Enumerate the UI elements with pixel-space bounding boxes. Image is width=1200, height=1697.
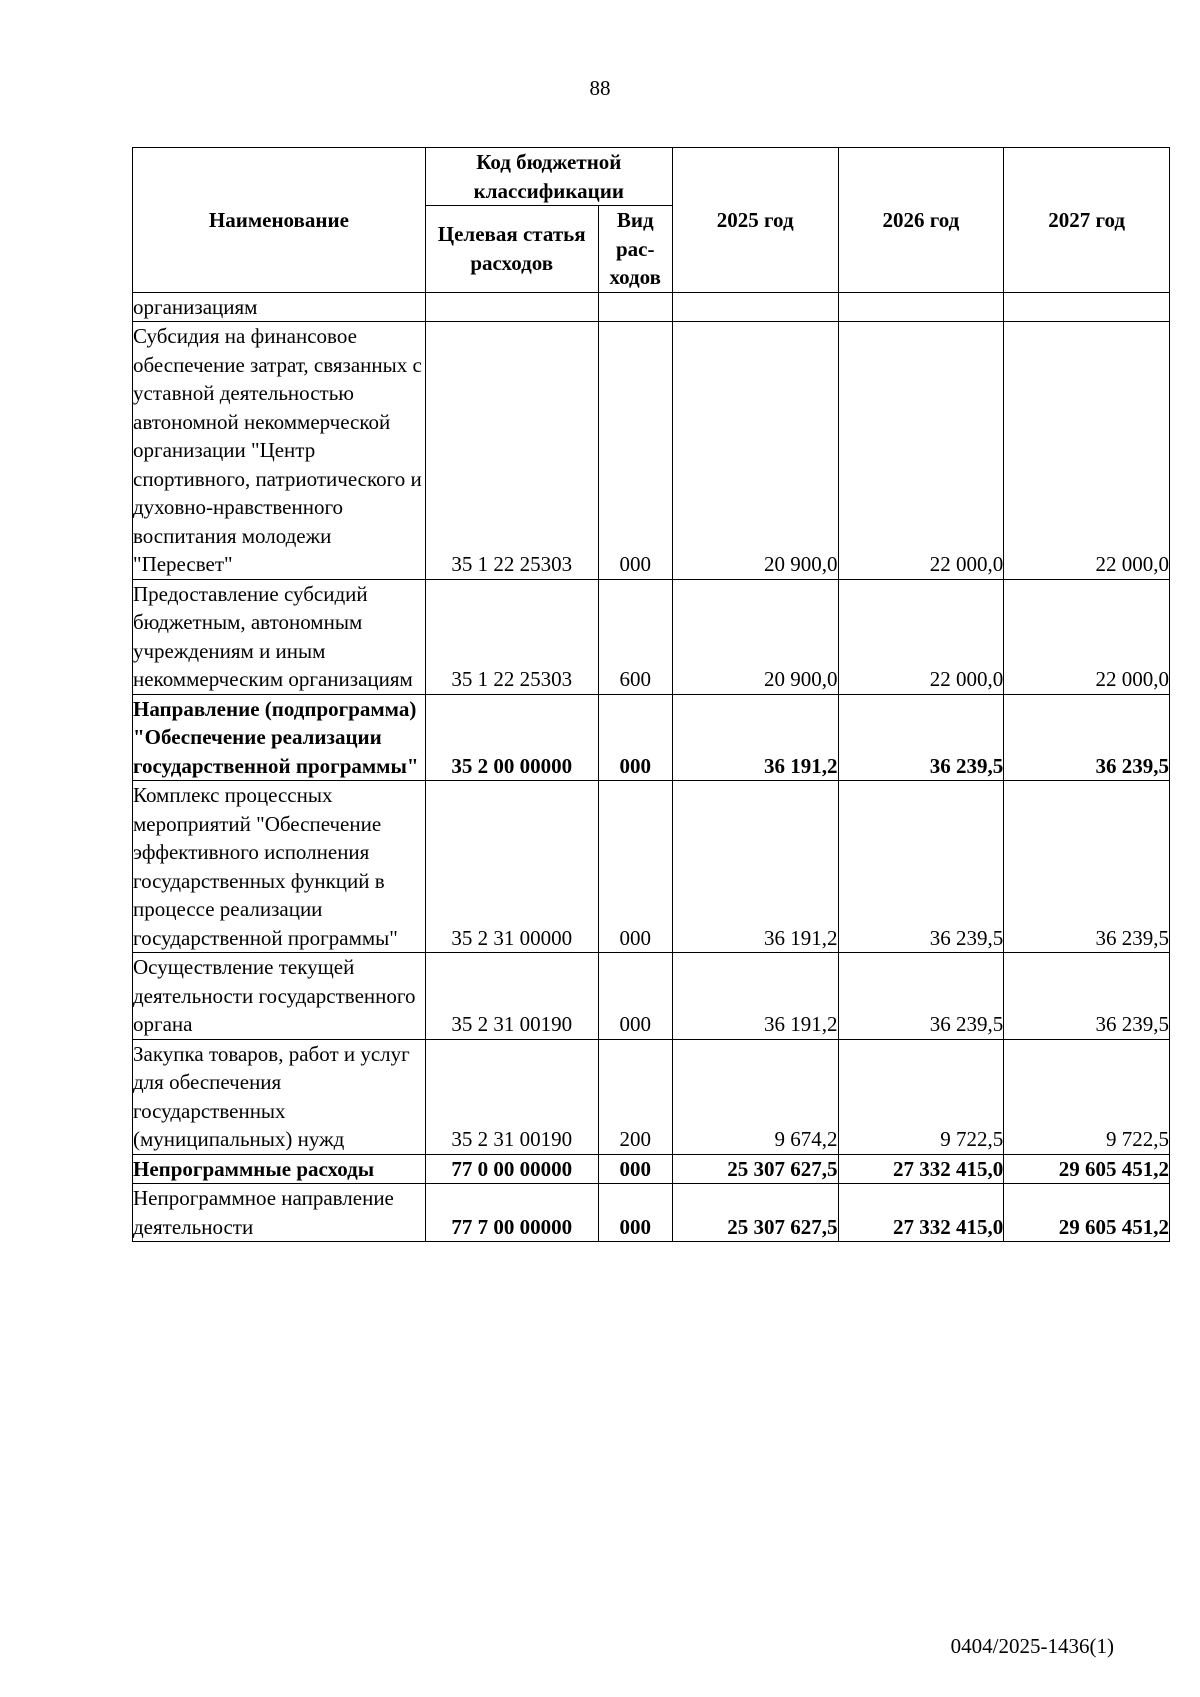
row-expense-type: 000 — [598, 694, 672, 781]
row-name: Предоставление субсидий бюджетным, автономным учреждениям и иным некоммерческим организациям — [133, 579, 426, 694]
header-kbk: Код бюджетной классификации — [425, 148, 672, 206]
row-value-2027: 22 000,0 — [1004, 579, 1170, 694]
row-expense-type: 600 — [598, 579, 672, 694]
row-target-article — [425, 292, 598, 322]
row-name: организациям — [133, 292, 426, 322]
row-value-2026: 36 239,5 — [838, 694, 1004, 781]
row-value-2027: 36 239,5 — [1004, 781, 1170, 953]
row-name: Осуществление текущей деятельности государственного органа — [133, 953, 426, 1040]
row-value-2025: 20 900,0 — [672, 579, 838, 694]
row-value-2025: 9 674,2 — [672, 1039, 838, 1154]
row-target-article: 35 1 22 25303 — [425, 322, 598, 580]
table-row — [133, 1184, 1170, 1242]
row-expense-type: 000 — [598, 1154, 672, 1184]
row-value-2026: 27 332 415,0 — [838, 1154, 1004, 1184]
table-body — [133, 292, 1170, 1242]
table-row — [133, 953, 1170, 1040]
budget-table — [132, 147, 1170, 1242]
header-name: Наименование — [133, 148, 426, 293]
page-number: 88 — [589, 76, 611, 100]
row-value-2025 — [672, 292, 838, 322]
row-value-2027: 22 000,0 — [1004, 322, 1170, 580]
row-target-article: 77 0 00 00000 — [425, 1154, 598, 1184]
row-value-2027: 36 239,5 — [1004, 953, 1170, 1040]
row-value-2027: 9 722,5 — [1004, 1039, 1170, 1154]
row-expense-type — [598, 292, 672, 322]
table-row — [133, 781, 1170, 953]
row-name: Комплекс процессных мероприятий "Обеспечение эффективного исполнения государственных функций в процессе реализации государственной программы" — [133, 781, 426, 953]
row-name: Закупка товаров, работ и услуг для обеспечения государственных (муниципальных) нужд — [133, 1039, 426, 1154]
row-value-2025: 36 191,2 — [672, 953, 838, 1040]
header-2027: 2027 год — [1004, 148, 1170, 293]
row-target-article: 35 2 00 00000 — [425, 694, 598, 781]
row-expense-type: 000 — [598, 781, 672, 953]
row-target-article: 35 2 31 00190 — [425, 1039, 598, 1154]
row-value-2027: 29 605 451,2 — [1004, 1184, 1170, 1242]
row-value-2026 — [838, 292, 1004, 322]
row-expense-type: 000 — [598, 322, 672, 580]
row-value-2026: 9 722,5 — [838, 1039, 1004, 1154]
row-value-2027: 29 605 451,2 — [1004, 1154, 1170, 1184]
row-name: Субсидия на финансовое обеспечение затрат, связанных с уставной деятельностью автономной некоммерческой организации "Центр спортивного, патриотического и духовно-нравственного воспитания молодежи "Пересвет" — [133, 322, 426, 580]
table-row — [133, 1154, 1170, 1184]
table-row — [133, 1039, 1170, 1154]
table-row — [133, 292, 1170, 322]
row-value-2025: 20 900,0 — [672, 322, 838, 580]
row-value-2025: 36 191,2 — [672, 781, 838, 953]
table-row — [133, 694, 1170, 781]
row-value-2026: 22 000,0 — [838, 579, 1004, 694]
header-expense-type: Вид рас-ходов — [598, 206, 672, 293]
row-target-article: 35 1 22 25303 — [425, 579, 598, 694]
row-name: Непрограммное направление деятельности — [133, 1184, 426, 1242]
row-value-2026: 27 332 415,0 — [838, 1184, 1004, 1242]
row-value-2027: 36 239,5 — [1004, 694, 1170, 781]
table-row — [133, 322, 1170, 580]
row-value-2027 — [1004, 292, 1170, 322]
header-target-article: Целевая статья расходов — [425, 206, 598, 293]
row-name: Непрограммные расходы — [133, 1154, 426, 1184]
row-target-article: 35 2 31 00190 — [425, 953, 598, 1040]
row-value-2025: 36 191,2 — [672, 694, 838, 781]
row-target-article: 35 2 31 00000 — [425, 781, 598, 953]
row-expense-type: 200 — [598, 1039, 672, 1154]
row-value-2025: 25 307 627,5 — [672, 1154, 838, 1184]
row-expense-type: 000 — [598, 1184, 672, 1242]
row-value-2026: 22 000,0 — [838, 322, 1004, 580]
row-value-2026: 36 239,5 — [838, 953, 1004, 1040]
header-2026: 2026 год — [838, 148, 1004, 293]
table-row — [133, 579, 1170, 694]
row-value-2025: 25 307 627,5 — [672, 1184, 838, 1242]
row-target-article: 77 7 00 00000 — [425, 1184, 598, 1242]
header-2025: 2025 год — [672, 148, 838, 293]
row-expense-type: 000 — [598, 953, 672, 1040]
row-name: Направление (подпрограмма) "Обеспечение реализации государственной программы" — [133, 694, 426, 781]
row-value-2026: 36 239,5 — [838, 781, 1004, 953]
document-code: 0404/2025-1436(1) — [950, 1634, 1114, 1658]
